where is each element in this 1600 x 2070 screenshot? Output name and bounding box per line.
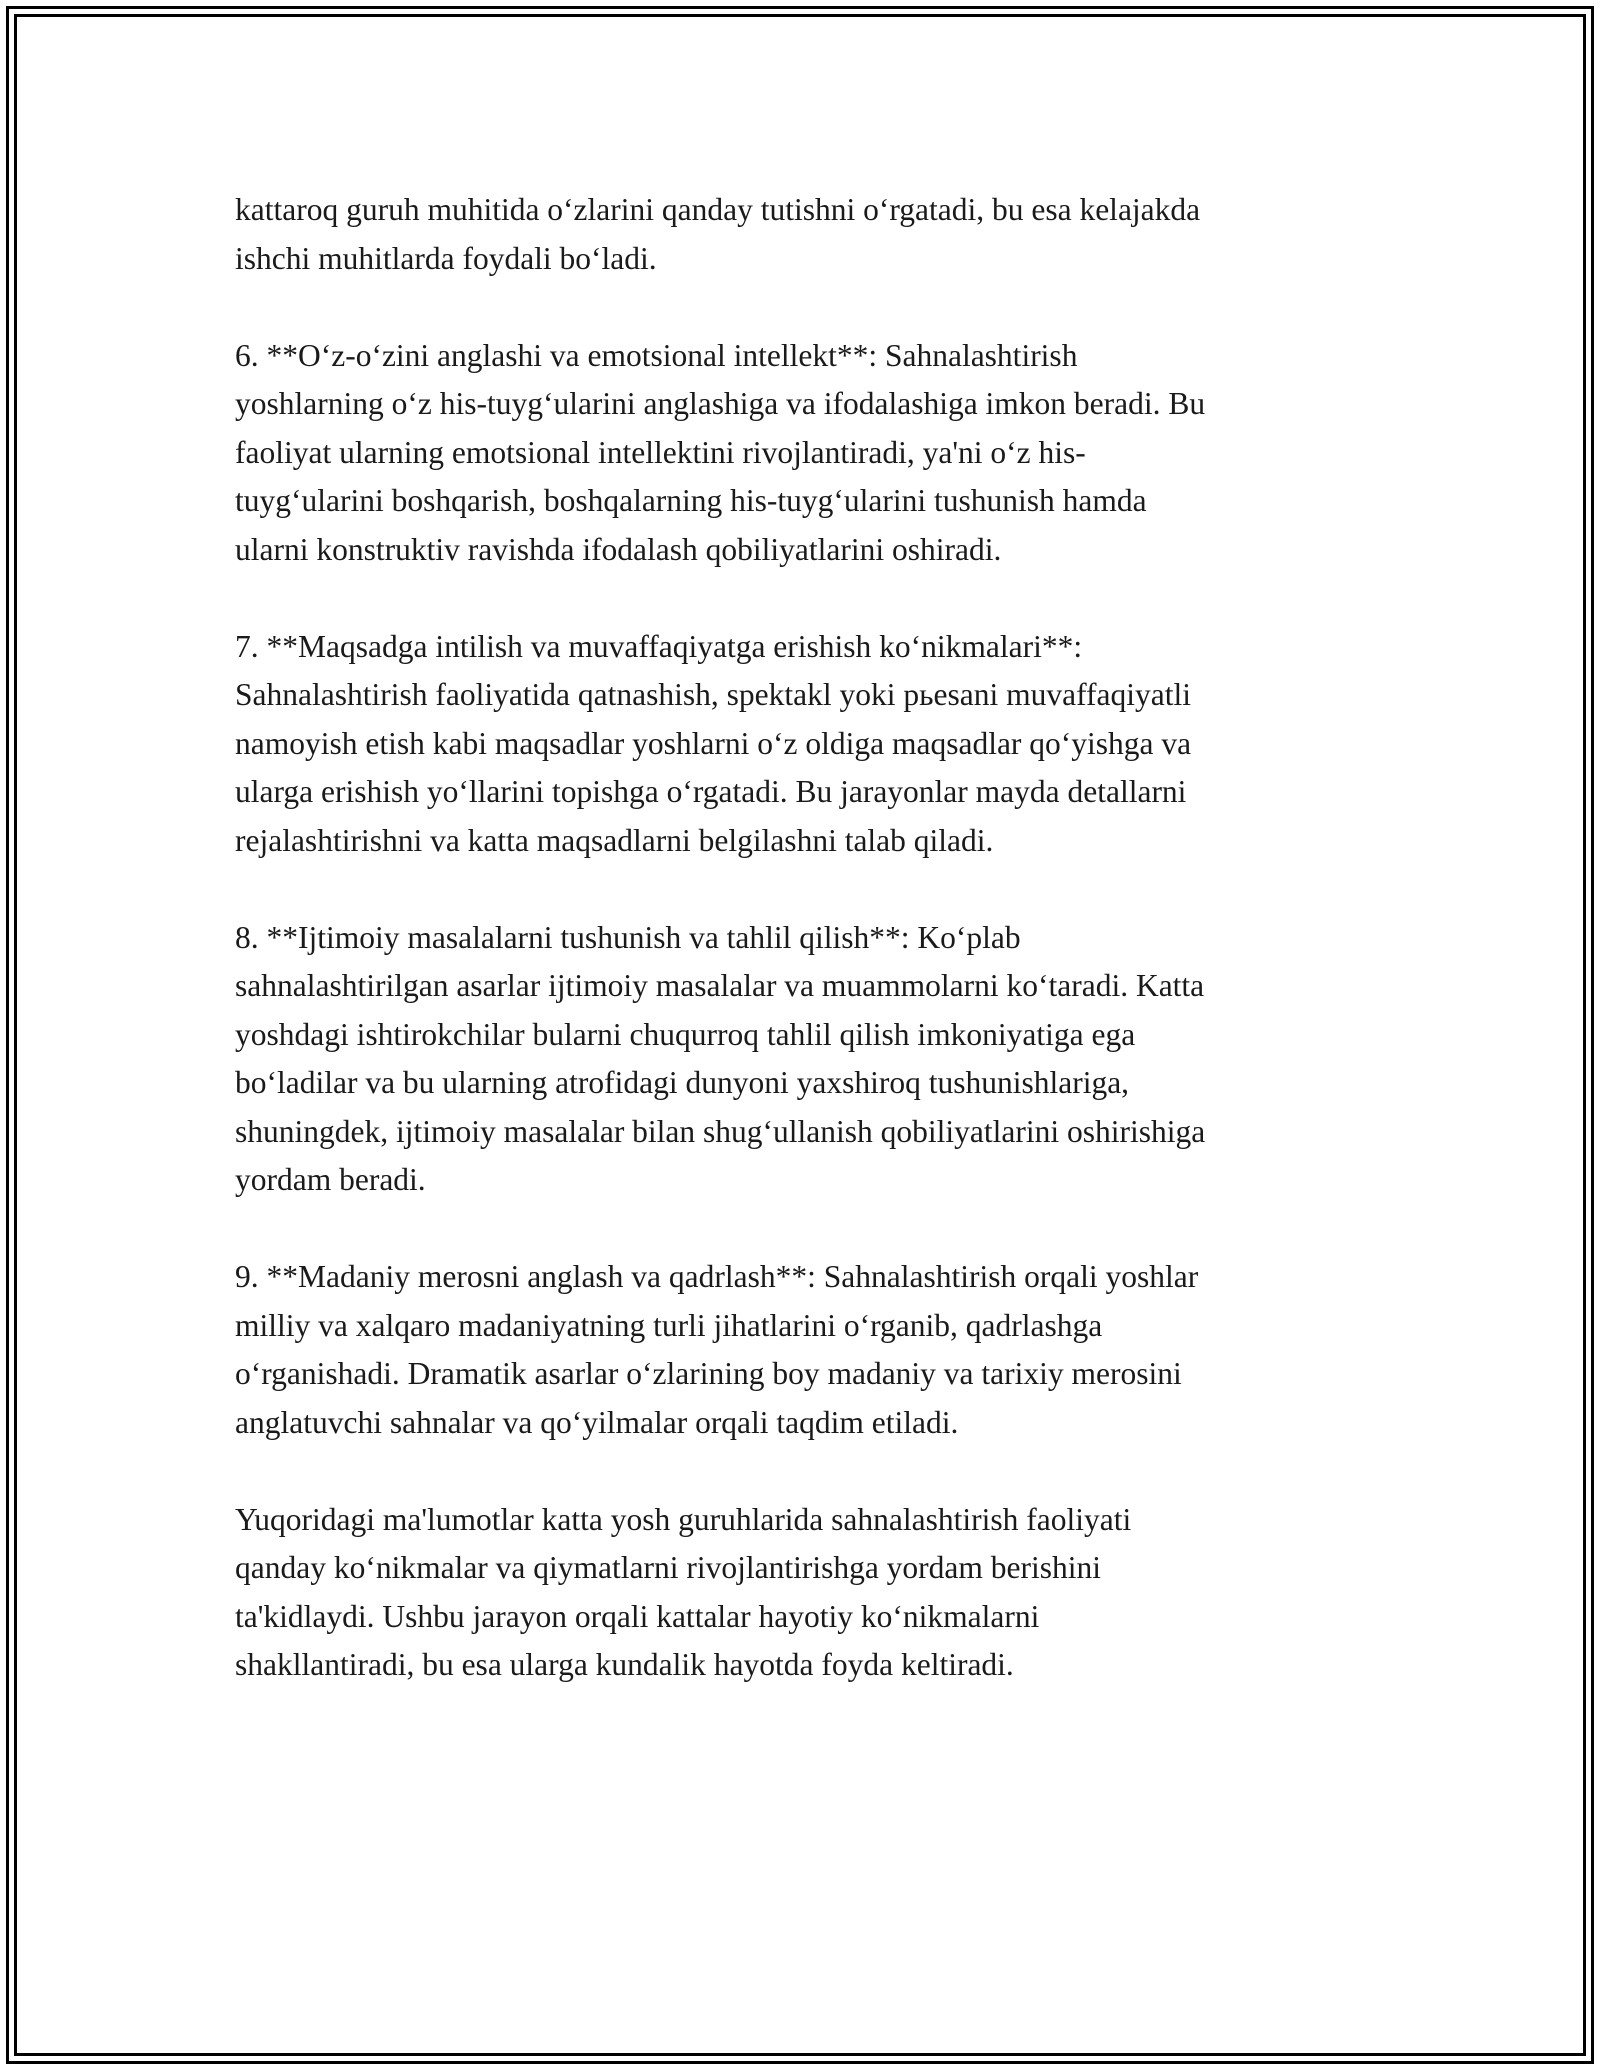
paragraph-conclusion: Yuqoridagi ma'lumotlar katta yosh guruhlarida sahnalashtirish faoliyati qanday ko‘nikmalar va qiymatlarni rivojlantirishga yordam berishini ta'kidlaydi. Ushbu jarayon orqali kattalar hayotiy ko‘nikmalarni shakllantiradi, bu esa ularga kundalik hayotda foyda keltiradi. <box>235 1501 1132 1682</box>
paragraph-item-7: 7. **Maqsadga intilish va muvaffaqiyatga erishish ko‘nikmalari**: Sahnalashtirish faoliyatida qatnashish, spektakl yoki pьesani muvaffaqiyatli namoyish etish kabi maqsadlar yoshlarni o‘z oldiga maqsadlar qo‘yishga va ularga erishish yo‘llarini topishga o‘rgatadi. Bu jarayonlar mayda detallarni rejalashtirishni va katta maqsadlarni belgilashni talab qiladi. <box>235 628 1192 858</box>
paragraph-item-6: 6. **O‘z-o‘zini anglashi va emotsional intellekt**: Sahnalashtirish yoshlarning o‘z his-tuyg‘ularini anglashiga va ifodalashiga imkon beradi. Bu faoliyat ularning emotsional intellektini rivojlantiradi, ya'ni o‘z his- tuyg‘ularini boshqarish, boshqalarning his-tuyg‘ularini tushunish hamda ularni konstruktiv ravishda ifodalash qobiliyatlarini oshiradi. <box>235 337 1206 567</box>
page-body <box>235 186 1370 1738</box>
paragraph-item-9: 9. **Madaniy merosni anglash va qadrlash**: Sahnalashtirish orqali yoshlar milliy va xalqaro madaniyatning turli jihatlarini o‘rganib, qadrlashga o‘rganishadi. Dramatik asarlar o‘zlarining boy madaniy va tarixiy merosini anglatuvchi sahnalar va qo‘yilmalar orqali taqdim etiladi. <box>235 1259 1199 1440</box>
paragraph-item-8: 8. **Ijtimoiy masalalarni tushunish va tahlil qilish**: Ko‘plab sahnalashtirilgan asarlar ijtimoiy masalalar va muammolarni ko‘taradi. Katta yoshdagi ishtirokchilar bularni chuqurroq tahlil qilish imkoniyatiga ega bo‘ladilar va bu ularning atrofidagi dunyoni yaxshiroq tushunishlariga, shuningdek, ijtimoiy masalalar bilan shug‘ullanish qobiliyatlarini oshirishiga yordam beradi. <box>235 919 1206 1197</box>
paragraph-intro-continuation: kattaroq guruh muhitida o‘zlarini qanday tutishni o‘rgatadi, bu esa kelajakda ishchi muhitlarda foydali bo‘ladi. <box>235 192 1201 276</box>
